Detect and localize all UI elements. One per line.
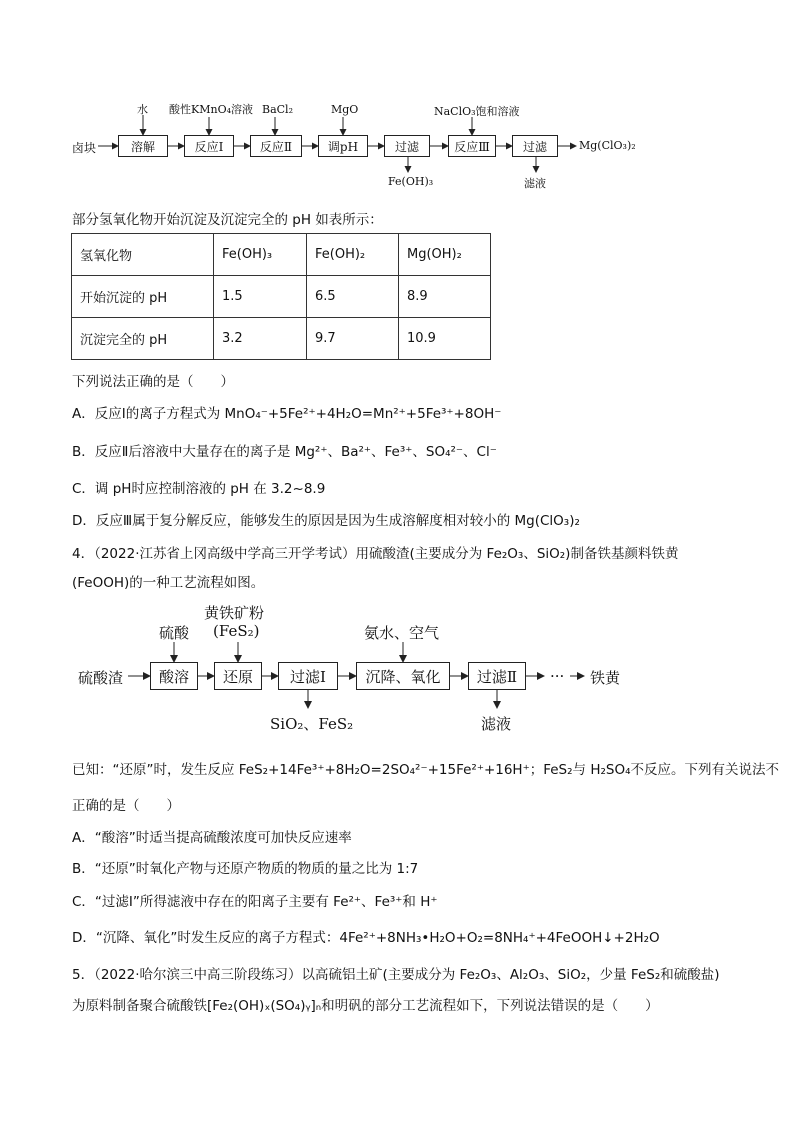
- q5-stem-line2: 为原料制备聚合硫酸铁[Fe₂(OH)ₓ(SO₄)ᵧ]ₙ和明矾的部分工艺流程如下，下列说法错误的是（ ）: [72, 998, 659, 1014]
- q4-known-line2: 正确的是（ ）: [72, 798, 180, 814]
- flow1-step-filter-1: 过滤: [384, 135, 430, 157]
- table-cell: 3.2: [214, 318, 307, 360]
- table-header-cell: 氢氧化物: [72, 234, 214, 276]
- flow2-reagent-pyrite: 黄铁矿粉: [204, 604, 265, 622]
- flow2-step-filter-2: 过滤Ⅱ: [468, 662, 526, 690]
- flow2-step-acid-dissolve: 酸溶: [150, 662, 198, 690]
- q4-stem-line1: 4．（2022·江苏省上冈高级中学高三开学考试）用硫酸渣(主要成分为 Fe₂O₃、SiO₂)制备铁基颜料铁黄: [72, 546, 679, 562]
- flow1-start: 卤块: [72, 141, 97, 155]
- flow2-reagent-fes2: (FeS₂): [213, 622, 260, 640]
- q4-known-line1: 已知：“还原”时，发生反应 FeS₂+14Fe³⁺+8H₂O=2SO₄²⁻+15Fe²⁺+16H⁺；FeS₂与 H₂SO₄不反应。下列有关说法不: [72, 762, 779, 778]
- q4-option-b: B．“还原”时氧化产物与还原产物质的物质的量之比为 1:7: [72, 861, 419, 877]
- q4-option-c: C．“过滤Ⅰ”所得滤液中存在的阳离子主要有 Fe²⁺、Fe³⁺和 H⁺: [72, 894, 438, 910]
- table-cell: 1.5: [214, 276, 307, 318]
- table-cell: 10.9: [399, 318, 491, 360]
- q3-option-b: B．反应Ⅱ后溶液中大量存在的离子是 Mg²⁺、Ba²⁺、Fe³⁺、SO₄²⁻、Cl⁻: [72, 444, 497, 460]
- q4-stem-line2: (FeOOH)的一种工艺流程如图。: [72, 575, 265, 591]
- flow2-byproduct-residue: SiO₂、FeS₂: [270, 715, 354, 733]
- flow1-reagent-bacl2: BaCl₂: [262, 103, 293, 116]
- flow2-end-product: 铁黄: [590, 669, 621, 687]
- q3-stem: 下列说法正确的是（ ）: [72, 374, 234, 390]
- q3-option-c: C．调 pH时应控制溶液的 pH 在 3.2~8.9: [72, 481, 326, 497]
- flow1-step-reaction-2: 反应Ⅱ: [250, 135, 302, 157]
- q3-option-a: A．反应Ⅰ的离子方程式为 MnO₄⁻+5Fe²⁺+4H₂O=Mn²⁺+5Fe³⁺+8OH⁻: [72, 406, 502, 422]
- flow1-step-filter-2: 过滤: [512, 135, 558, 157]
- flow2-step-filter-1: 过滤Ⅰ: [278, 662, 338, 690]
- flow2-ellipsis: ···: [550, 667, 565, 685]
- flow1-step-reaction-1: 反应Ⅰ: [184, 135, 234, 157]
- table-header-cell: Mg(OH)₂: [399, 234, 491, 276]
- flow1-step-reaction-3: 反应Ⅲ: [448, 135, 496, 157]
- flow2-reagent-ammonia-air: 氨水、空气: [364, 624, 440, 642]
- flow1-reagent-water: 水: [137, 103, 148, 116]
- flow2-reagent-sulfuric-acid: 硫酸: [159, 624, 190, 642]
- flow2-step-settle-oxidize: 沉降、氧化: [356, 662, 450, 690]
- q5-stem-line1: 5．（2022·哈尔滨三中高三阶段练习）以高硫铝土矿(主要成分为 Fe₂O₃、Al₂O₃、SiO₂，少量 FeS₂和硫酸盐): [72, 967, 720, 983]
- table-cell: 沉淀完全的 pH: [72, 318, 214, 360]
- table-intro: 部分氢氧化物开始沉淀及沉淀完全的 pH 如表所示：: [72, 212, 383, 228]
- flow2-byproduct-filtrate: 滤液: [481, 715, 512, 733]
- q3-option-d: D．反应Ⅲ属于复分解反应，能够发生的原因是因为生成溶解度相对较小的 Mg(ClO₃)₂: [72, 513, 580, 529]
- flow1-byproduct-filtrate: 滤液: [524, 177, 546, 190]
- flow2-start: 硫酸渣: [78, 669, 124, 687]
- flow1-reagent-kmno4: 酸性KMnO₄溶液: [169, 103, 253, 116]
- table-cell: 6.5: [307, 276, 399, 318]
- table-cell: 开始沉淀的 pH: [72, 276, 214, 318]
- flow1-reagent-mgo: MgO: [331, 103, 359, 116]
- flow1-end-product: Mg(ClO₃)₂: [579, 139, 636, 152]
- table-cell: 9.7: [307, 318, 399, 360]
- flow2-step-reduce: 还原: [214, 662, 262, 690]
- table-header-cell: Fe(OH)₃: [214, 234, 307, 276]
- flow1-byproduct-feoh3: Fe(OH)₃: [388, 175, 434, 188]
- table-header-cell: Fe(OH)₂: [307, 234, 399, 276]
- q4-option-a: A．“酸溶”时适当提高硫酸浓度可加快反应速率: [72, 830, 352, 846]
- table-cell: 8.9: [399, 276, 491, 318]
- flow1-step-dissolve: 溶解: [118, 135, 168, 157]
- flow1-reagent-naclo3: NaClO₃饱和溶液: [434, 105, 520, 118]
- q4-option-d: D．“沉降、氧化”时发生反应的离子方程式：4Fe²⁺+8NH₃•H₂O+O₂=8NH₄⁺+4FeOOH↓+2H₂O: [72, 930, 660, 946]
- flow1-step-adjust-ph: 调pH: [318, 135, 368, 157]
